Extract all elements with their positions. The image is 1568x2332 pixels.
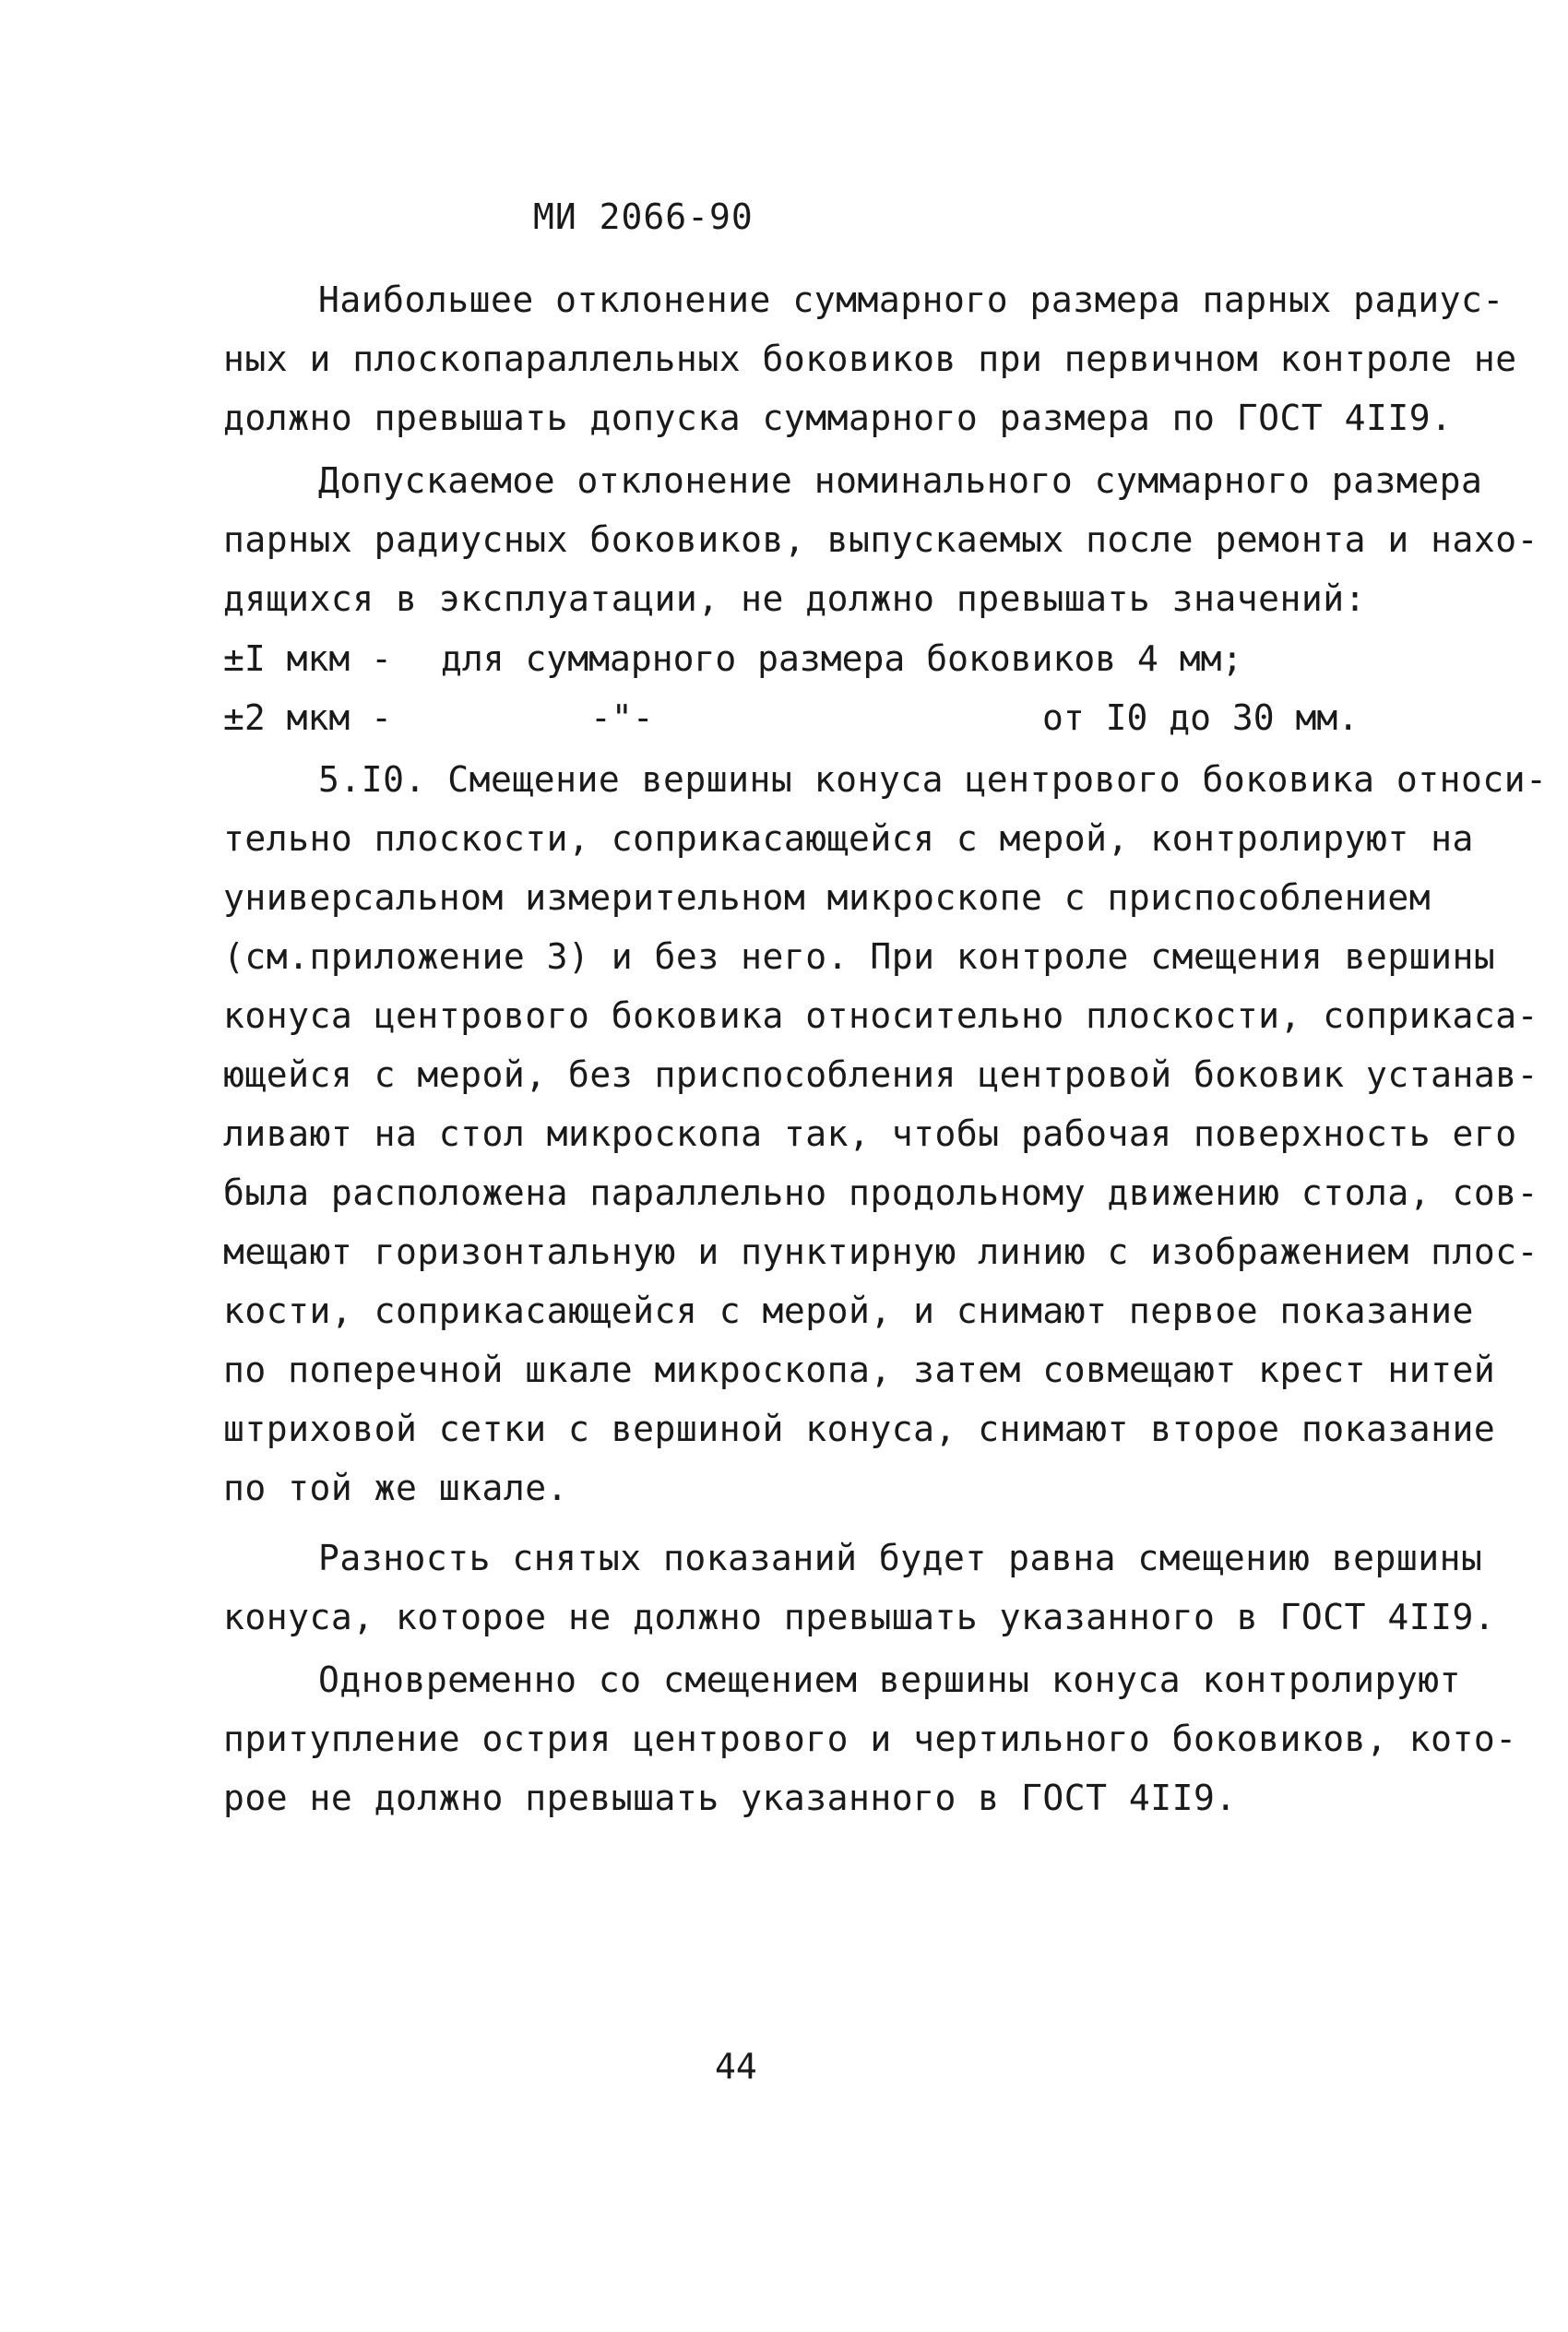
paragraph-3-line-11: по поперечной шкале микроскопа, затем совмещают крест нитей [223,1350,1496,1390]
tolerance-1-value: ±I мкм - [223,638,393,679]
tolerance-2-ditto: -"- [590,697,654,738]
paragraph-2-line-1: Допускаемое отклонение номинального суммарного размера [318,460,1483,501]
paragraph-3-line-8: была расположена параллельно продольному движению стола, сов- [223,1172,1539,1213]
paragraph-5-line-1: Одновременно со смещением вершины конуса контролируют [318,1660,1462,1700]
paragraph-3-line-4: (см.приложение 3) и без него. При контроле смещения вершины [223,936,1496,977]
paragraph-3-line-1: 5.I0. Смещение вершины конуса центрового боковика относи- [318,759,1548,800]
paragraph-3-line-2: тельно плоскости, соприкасающейся с мерой, контролируют на [223,818,1474,859]
paragraph-3-line-10: кости, соприкасающейся с мерой, и снимают первое показание [223,1291,1474,1331]
paragraph-3-line-3: универсальном измерительном микроскопе с приспособлением [223,877,1431,918]
document-header: МИ 2066-90 [533,196,754,237]
paragraph-3-line-9: мещают горизонтальную и пунктирную линию с изображением плос- [223,1231,1539,1272]
tolerance-2-value: ±2 мкм - [223,697,393,738]
tolerance-1-description: для суммарного размера боковиков 4 мм; [441,638,1243,679]
paragraph-3-line-12: штриховой сетки с вершиной конуса, снимают второе показание [223,1409,1496,1449]
paragraph-2-line-3: дящихся в эксплуатации, не должно превышать значений: [223,578,1367,619]
paragraph-3-line-7: ливают на стол микроскопа так, чтобы рабочая поверхность его [223,1113,1517,1154]
paragraph-5-line-3: рое не должно превышать указанного в ГОСТ 4II9. [223,1778,1237,1818]
paragraph-3-line-6: ющейся с мерой, без приспособления центровой боковик устанав- [223,1054,1539,1095]
paragraph-3-line-13: по той же шкале. [223,1468,569,1508]
page-number: 44 [715,2046,757,2087]
paragraph-1-line-2: ных и плоскопараллельных боковиков при первичном контроле не [223,339,1517,379]
paragraph-1-line-3: должно превышать допуска суммарного размера по ГОСТ 4II9. [223,398,1453,438]
paragraph-2-line-2: парных радиусных боковиков, выпускаемых после ремонта и нахо- [223,519,1539,560]
paragraph-1-line-1: Наибольшее отклонение суммарного размера парных радиус- [318,280,1504,320]
paragraph-4-line-1: Разность снятых показаний будет равна смещению вершины [318,1538,1483,1578]
paragraph-4-line-2: конуса, которое не должно превышать указанного в ГОСТ 4II9. [223,1597,1496,1637]
paragraph-5-line-2: притупление острия центрового и чертильного боковиков, кото- [223,1719,1517,1759]
paragraph-3-line-5: конуса центрового боковика относительно плоскости, соприкаса- [223,995,1539,1036]
tolerance-2-range: от I0 до 30 мм. [1042,697,1360,738]
